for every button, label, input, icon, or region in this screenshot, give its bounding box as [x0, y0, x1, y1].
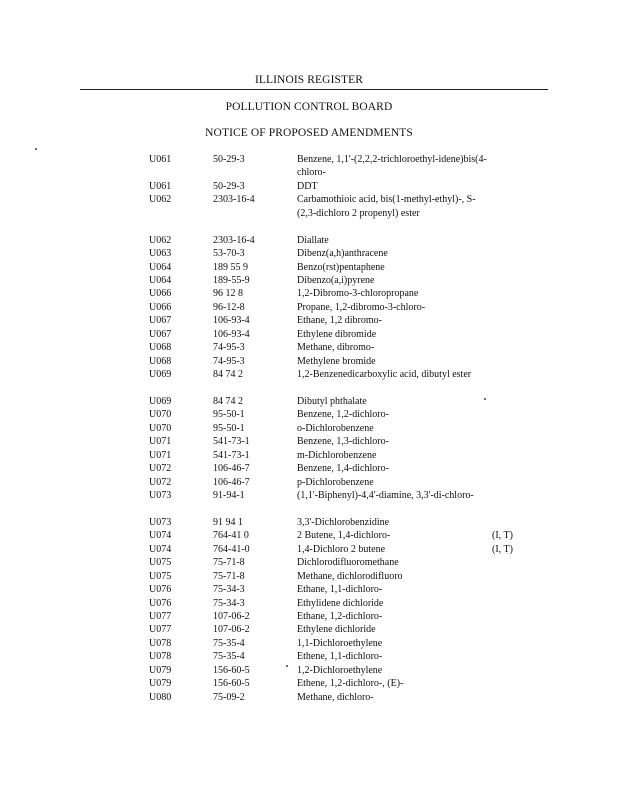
substance-name-cell: 3,3'-Dichlorobenzidine: [297, 516, 390, 528]
table-row: [0, 328, 618, 341]
waste-code-cell: U072: [149, 476, 172, 488]
waste-code-cell: U078: [149, 651, 172, 663]
table-row: [0, 597, 618, 610]
cas-number-cell: 106-93-4: [213, 328, 250, 340]
substance-name-cell: 1,1-Dichloroethylene: [297, 637, 383, 649]
table-row: [0, 261, 618, 274]
cas-number-cell: 75-34-3: [213, 584, 245, 596]
table-row: [0, 341, 618, 354]
substance-name-cell: o-Dichlorobenzene: [297, 422, 374, 434]
waste-code-cell: U077: [149, 624, 172, 636]
waste-code-cell: U069: [149, 395, 172, 407]
header-rule: [138, 89, 548, 90]
substance-name-cell: (1,1'-Biphenyl)-4,4'-diamine, 3,3'-di-chloro-: [297, 490, 474, 501]
table-row: [0, 610, 618, 623]
waste-code-cell: U077: [149, 610, 172, 622]
substance-name-cell: Benzene, 1,2-dichloro-: [297, 409, 389, 421]
table-row: [0, 435, 618, 448]
table-row: [0, 462, 618, 475]
header-rule-left: [80, 89, 138, 90]
cas-number-cell: 2303-16-4: [213, 234, 255, 246]
substance-name-cell: Methylene bromide: [297, 355, 376, 367]
substance-name-cell: m-Dichlorobenzene: [297, 449, 377, 461]
table-row: [0, 422, 618, 435]
table-row: [0, 193, 618, 233]
table-row: [0, 691, 618, 704]
substance-name-cell: Dibutyl phthalate: [297, 395, 367, 407]
hazard-code-cell: (I, T): [492, 530, 513, 542]
notice-title: NOTICE OF PROPOSED AMENDMENTS: [205, 127, 413, 139]
waste-code-cell: U064: [149, 274, 172, 286]
waste-code-cell: U070: [149, 409, 172, 421]
cas-number-cell: 84 74 2: [213, 369, 243, 381]
waste-code-cell: U070: [149, 422, 172, 434]
cas-number-cell: 541-73-1: [213, 449, 250, 461]
cas-number-cell: 189-55-9: [213, 274, 250, 286]
waste-code-cell: U071: [149, 449, 172, 461]
substance-name-cell: Methane, dibromo-: [297, 342, 375, 354]
table-row: [0, 650, 618, 663]
substance-name-cell: Ethylene dichloride: [297, 624, 376, 636]
waste-code-cell: U061: [149, 180, 172, 192]
table-row: [0, 234, 618, 247]
cas-number-cell: 95-50-1: [213, 422, 245, 434]
cas-number-cell: 764-41 0: [213, 530, 249, 542]
cas-number-cell: 764-41-0: [213, 543, 250, 555]
waste-code-cell: U073: [149, 490, 172, 501]
cas-number-cell: 53-70-3: [213, 248, 245, 260]
waste-code-cell: U062: [149, 194, 172, 206]
waste-code-cell: U068: [149, 342, 172, 354]
table-row: [0, 529, 618, 542]
scan-speck: [35, 148, 37, 150]
substance-name-cell: 1,4-Dichloro 2 butene: [297, 543, 386, 555]
substance-name-cell: p-Dichlorobenzene: [297, 476, 374, 488]
substance-name-cell: Methane, dichlorodifluoro: [297, 570, 403, 582]
table-row: [0, 180, 618, 193]
table-row: [0, 408, 618, 421]
cas-number-cell: 107-06-2: [213, 624, 250, 636]
table-row: [0, 274, 618, 287]
waste-code-cell: U075: [149, 557, 172, 569]
cas-number-cell: 106-93-4: [213, 315, 250, 327]
waste-code-cell: U079: [149, 678, 172, 690]
table-row: [0, 287, 618, 300]
substance-name-cell: Ethene, 1,1-dichloro-: [297, 651, 383, 663]
cas-number-cell: 84 74 2: [213, 395, 243, 407]
substance-name-cell: 1,2-Benzenedicarboxylic acid, dibutyl ester: [297, 369, 472, 381]
waste-code-cell: U068: [149, 355, 172, 367]
table-row: [0, 543, 618, 556]
scan-speck: [286, 665, 288, 667]
cas-number-cell: 91 94 1: [213, 516, 243, 528]
cas-number-cell: 156-60-5: [213, 664, 250, 676]
substance-name-cell: Benzene, 1,3-dichloro-: [297, 436, 389, 448]
waste-code-cell: U064: [149, 261, 172, 273]
table-row: [0, 153, 618, 180]
substance-name-cell: Dibenz(a,h)anthracene: [297, 248, 388, 260]
cas-number-cell: 75-71-8: [213, 557, 245, 569]
cas-number-cell: 106-46-7: [213, 463, 250, 475]
cas-number-cell: 106-46-7: [213, 476, 250, 488]
waste-code-cell: U066: [149, 301, 172, 313]
cas-number-cell: 96 12 8: [213, 288, 243, 300]
cas-number-cell: 74-95-3: [213, 342, 245, 354]
substance-name-cell: Benzo(rst)pentaphene: [297, 261, 385, 273]
substance-name-cell: Dichlorodifluoromethane: [297, 557, 399, 569]
waste-code-cell: U080: [149, 691, 172, 703]
substance-name-cell: Ethane, 1,2-dichloro-: [297, 610, 383, 622]
waste-code-cell: U076: [149, 597, 172, 609]
cas-number-cell: 75-35-4: [213, 651, 245, 663]
substance-name-cell: Ethane, 1,1-dichloro-: [297, 584, 383, 596]
cas-number-cell: 74-95-3: [213, 355, 245, 367]
cas-number-cell: 2303-16-4: [213, 194, 255, 206]
substance-name-cell: Diallate: [297, 234, 329, 246]
table-row: [0, 583, 618, 596]
table-row: [0, 489, 618, 516]
cas-number-cell: 75-34-3: [213, 597, 245, 609]
cas-number-cell: 96-12-8: [213, 301, 245, 313]
scan-speck: [484, 398, 486, 400]
waste-code-cell: U067: [149, 328, 172, 340]
substance-name-cell: Carbamothioic acid, bis(1-methyl-ethyl)-, S-(2,3-dichloro 2 propenyl) ester: [297, 194, 476, 219]
waste-code-cell: U079: [149, 664, 172, 676]
waste-code-cell: U062: [149, 234, 172, 246]
waste-code-cell: U075: [149, 570, 172, 582]
waste-code-cell: U072: [149, 463, 172, 475]
cas-number-cell: 50-29-3: [213, 154, 245, 165]
table-row: [0, 368, 618, 395]
waste-code-cell: U061: [149, 154, 172, 165]
board-title: POLLUTION CONTROL BOARD: [225, 101, 393, 113]
cas-number-cell: 189 55 9: [213, 261, 248, 273]
waste-code-cell: U069: [149, 369, 172, 381]
substance-name-cell: Benzene, 1,4-dichloro-: [297, 463, 389, 475]
table-row: [0, 677, 618, 690]
substance-name-cell: Methane, dichloro-: [297, 691, 374, 703]
substance-name-cell: Propane, 1,2-dibromo-3-chloro-: [297, 301, 426, 313]
table-row: [0, 516, 618, 529]
waste-code-cell: U073: [149, 516, 172, 528]
hazard-code-cell: (I, T): [492, 543, 513, 555]
table-row: [0, 637, 618, 650]
substance-name-cell: DDT: [297, 180, 318, 192]
cas-number-cell: 75-09-2: [213, 691, 245, 703]
cas-number-cell: 91-94-1: [213, 490, 245, 501]
register-title: ILLINOIS REGISTER: [254, 74, 364, 86]
substance-name-cell: 1,2-Dibromo-3-chloropropane: [297, 288, 419, 300]
substance-name-cell: 1,2-Dichloroethylene: [297, 664, 383, 676]
cas-number-cell: 75-35-4: [213, 637, 245, 649]
hazardous-waste-table: [0, 153, 618, 704]
waste-code-cell: U067: [149, 315, 172, 327]
cas-number-cell: 156-60-5: [213, 678, 250, 690]
substance-name-cell: Ethane, 1,2 dibromo-: [297, 315, 382, 327]
cas-number-cell: 107-06-2: [213, 610, 250, 622]
waste-code-cell: U074: [149, 530, 172, 542]
substance-name-cell: Benzene, 1,1'-(2,2,2-trichloroethyl-idene)bis(4-chloro-: [297, 154, 487, 179]
substance-name-cell: Dibenzo(a,i)pyrene: [297, 274, 375, 286]
waste-code-cell: U076: [149, 584, 172, 596]
substance-name-cell: Ethylidene dichloride: [297, 597, 384, 609]
waste-code-cell: U066: [149, 288, 172, 300]
waste-code-cell: U078: [149, 637, 172, 649]
table-row: [0, 570, 618, 583]
substance-name-cell: Ethene, 1,2-dichloro-, (E)-: [297, 678, 404, 690]
table-row: [0, 556, 618, 569]
table-row: [0, 355, 618, 368]
table-row: [0, 395, 618, 408]
table-row: [0, 623, 618, 636]
substance-name-cell: Ethylene dibromide: [297, 328, 377, 340]
waste-code-cell: U071: [149, 436, 172, 448]
table-row: [0, 664, 618, 677]
table-row: [0, 247, 618, 260]
table-row: [0, 449, 618, 462]
substance-name-cell: 2 Butene, 1,4-dichloro-: [297, 530, 391, 542]
cas-number-cell: 95-50-1: [213, 409, 245, 421]
cas-number-cell: 50-29-3: [213, 180, 245, 192]
waste-code-cell: U063: [149, 248, 172, 260]
cas-number-cell: 541-73-1: [213, 436, 250, 448]
table-row: [0, 314, 618, 327]
waste-code-cell: U074: [149, 543, 172, 555]
table-row: [0, 476, 618, 489]
table-row: [0, 301, 618, 314]
cas-number-cell: 75-71-8: [213, 570, 245, 582]
